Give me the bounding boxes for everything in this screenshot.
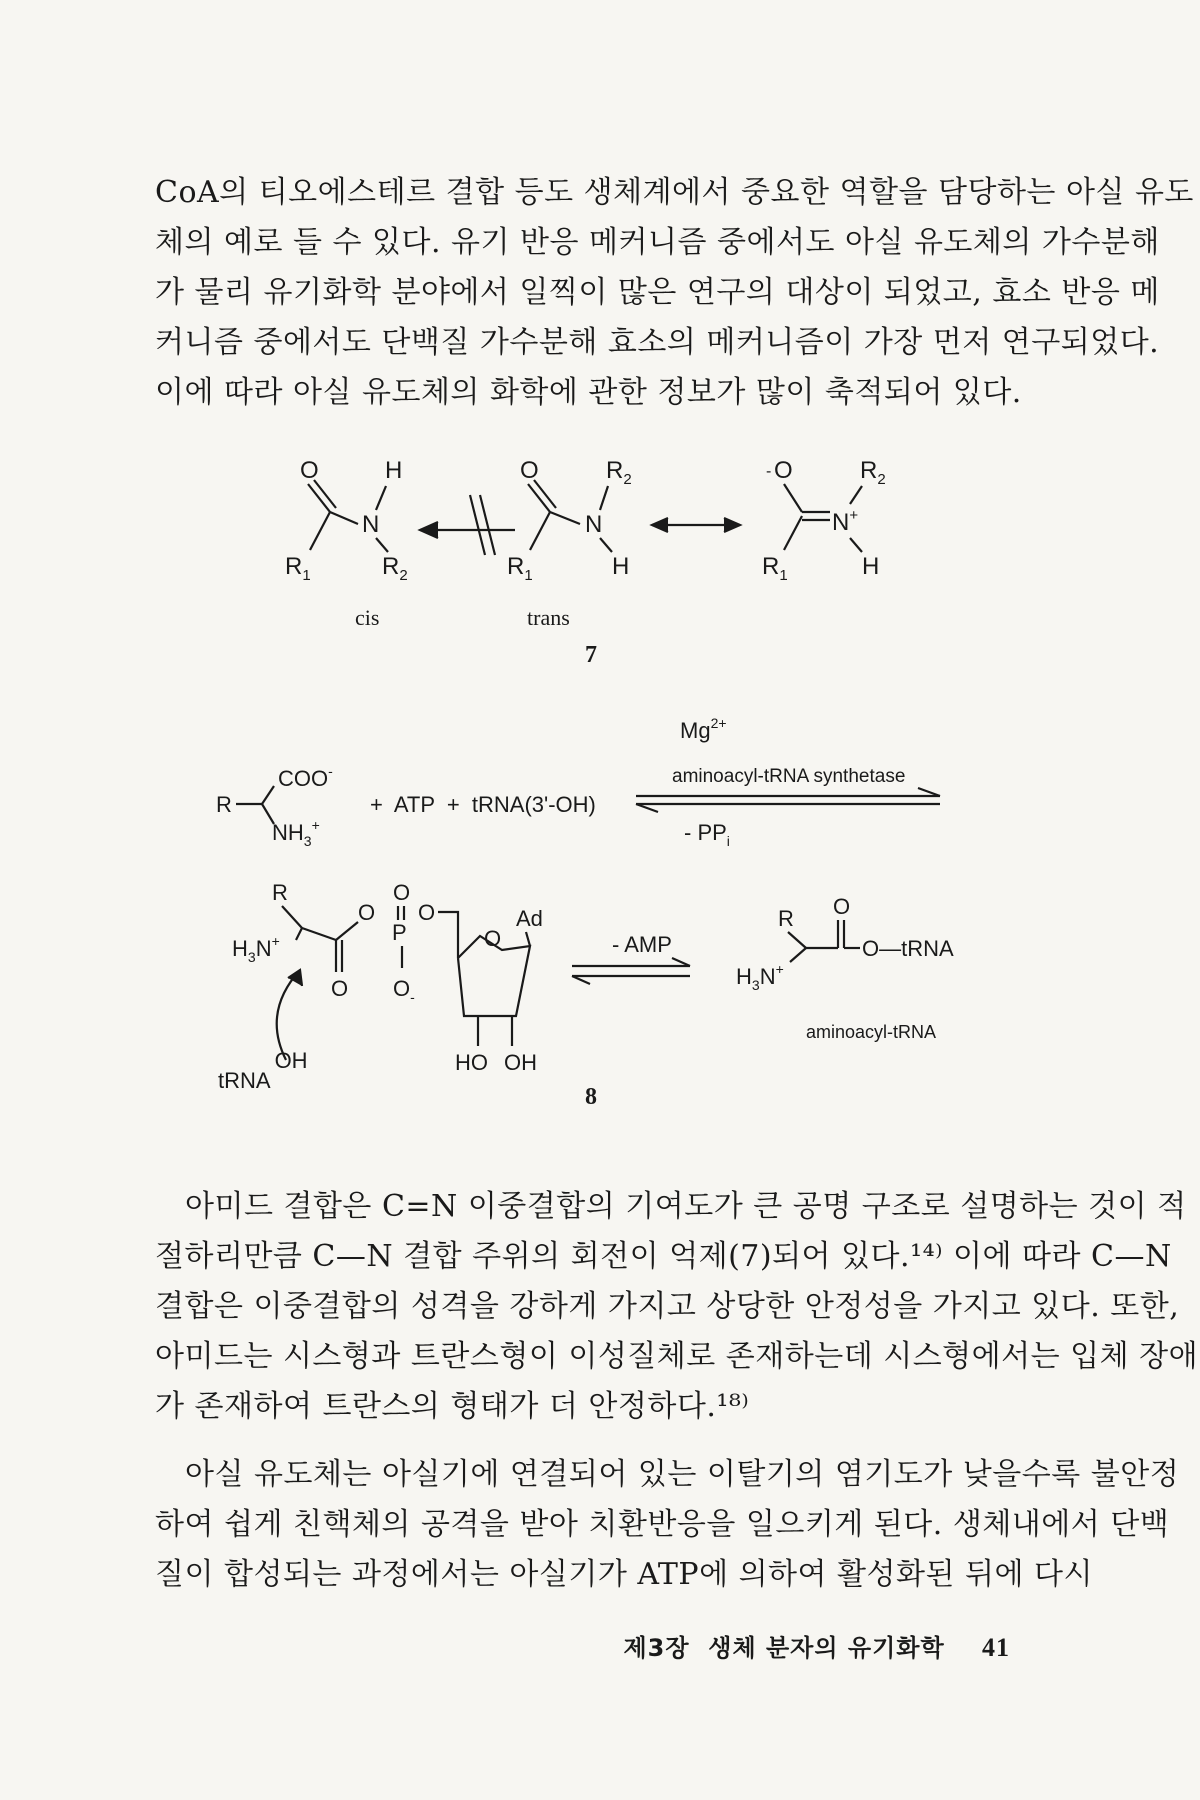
atom-r2: $R_2$	[382, 553, 408, 584]
phosphorus: P	[392, 920, 407, 945]
atom-o: O	[520, 457, 539, 484]
figure-7-amide-structures	[0, 440, 1200, 670]
atom-r: R	[272, 880, 288, 905]
nucleophilic-attack-arrow	[277, 970, 300, 1060]
trna-nucleophile: tRNAOH	[218, 1048, 308, 1093]
atom-h: H	[862, 553, 880, 580]
text-line: 이에 따라 아실 유도체의 화학에 관한 정보가 많이 축적되어 있다.	[155, 375, 1022, 410]
adenine-ad: Ad	[516, 906, 543, 931]
text-line: 절하리만큼 C—N 결합 주위의 회전이 억제(7)되어 있다.¹⁴⁾ 이에 따라 C—N	[155, 1239, 1172, 1274]
ammonium-group: $H_3N^+$	[232, 933, 280, 965]
atom-r: R	[778, 906, 794, 931]
text-line: CoA의 티오에스테르 결합 등도 생체계에서 중요한 역할을 담당하는 아실 유도	[155, 175, 1194, 210]
zwitterion-amide	[762, 457, 886, 584]
cis-amide	[285, 457, 408, 584]
atom-n: N	[585, 511, 603, 538]
atom-n-plus: N+	[832, 507, 859, 536]
hydroxyl-ho: HO	[455, 1050, 488, 1075]
carbonyl-o: O	[833, 894, 851, 919]
text-line: 가 물리 유기화학 분야에서 일찍이 많은 연구의 대상이 되었고, 효소 반응 메	[155, 275, 1160, 310]
paragraph-3	[155, 1450, 1180, 1600]
page-number: 41	[982, 1633, 1010, 1662]
atom-r1: $R_1$	[285, 553, 311, 584]
ring-o: O	[484, 926, 502, 951]
reactants-atp-trna: + ATP + tRNA(3'-OH)	[370, 792, 596, 817]
minus-charge: -	[766, 463, 772, 480]
amp-loss-label: - AMP	[612, 932, 672, 957]
aminoacylation-reaction	[0, 700, 1200, 850]
text-line: 결합은 이중결합의 성격을 강하게 가지고 상당한 안정성을 가지고 있다. 또한,	[155, 1289, 1180, 1324]
atom-h: H	[385, 457, 403, 484]
enzyme-label: aminoacyl-tRNA synthetase	[672, 766, 906, 787]
blocked-rotation-arrow	[420, 495, 515, 555]
text-line: 하여 쉽게 친핵체의 공격을 받아 치환반응을 일으키게 된다. 생체내에서 단백	[155, 1507, 1170, 1542]
ester-o-trna: O—tRNA	[862, 936, 954, 961]
carboxylate-group: COO-	[278, 763, 333, 791]
page-footer	[623, 1628, 1010, 1663]
carbonyl-o: O	[331, 976, 349, 1001]
text-line: 커니즘 중에서도 단백질 가수분해 효소의 메커니즘이 가장 먼저 연구되었다.	[155, 325, 1160, 360]
atom-n: N	[362, 511, 380, 538]
mg-cofactor: $Mg^{2+}$	[680, 715, 727, 743]
ammonium-group: $H_3N^+$	[736, 961, 784, 993]
trans-amide	[507, 457, 632, 584]
figure-8-aminoacyl-adenylate	[0, 870, 1200, 1110]
atom-r2: $R_2$	[860, 457, 886, 488]
text-line: 체의 예로 들 수 있다. 유기 반응 메커니즘 중에서도 아실 유도체의 가수분해	[155, 225, 1160, 260]
pyrophosphate-byproduct: - $PP_i$	[684, 820, 730, 849]
text-line: 질이 합성되는 과정에서는 아실기가 ATP에 의하여 활성화된 뒤에 다시	[155, 1557, 1093, 1592]
atom-r1: $R_1$	[762, 553, 788, 584]
atom-h: H	[612, 553, 630, 580]
text-line: 아미드 결합은 C=N 이중결합의 기여도가 큰 공명 구조로 설명하는 것이 적	[185, 1189, 1187, 1224]
ester-o: O	[418, 900, 436, 925]
text-line: 가 존재하여 트란스의 형태가 더 안정하다.¹⁸⁾	[155, 1389, 750, 1424]
atom-o: O	[300, 457, 319, 484]
trans-label: trans	[527, 605, 570, 630]
chapter-title: 제3장 생체 분자의 유기화학	[623, 1634, 945, 1662]
atom-o-minus: O	[774, 457, 793, 484]
paragraph-2	[155, 1182, 1199, 1432]
aminoacyl-trna-label: aminoacyl-tRNA	[806, 1022, 937, 1042]
phosphoryl-o: O	[393, 880, 411, 905]
figure-number-7: 7	[585, 642, 597, 668]
atom-r: R	[216, 792, 232, 817]
atom-r2: $R_2$	[606, 457, 632, 488]
text-line: 아미드는 시스형과 트란스형이 이성질체로 존재하는데 시스형에서는 입체 장애	[155, 1339, 1199, 1374]
figure-number-8: 8	[585, 1084, 597, 1110]
text-line: 아실 유도체는 아실기에 연결되어 있는 이탈기의 염기도가 낮을수록 불안정	[185, 1457, 1180, 1492]
hydroxyl-oh: OH	[504, 1050, 537, 1075]
ammonium-group: $NH_3^+$	[272, 817, 320, 849]
phosphate-o-minus: $O_-$	[393, 976, 415, 1005]
resonance-arrow	[652, 518, 740, 532]
cis-label: cis	[355, 605, 380, 630]
bridging-o: O	[358, 900, 376, 925]
paragraph-1	[155, 168, 1194, 418]
atom-r1: $R_1$	[507, 553, 533, 584]
